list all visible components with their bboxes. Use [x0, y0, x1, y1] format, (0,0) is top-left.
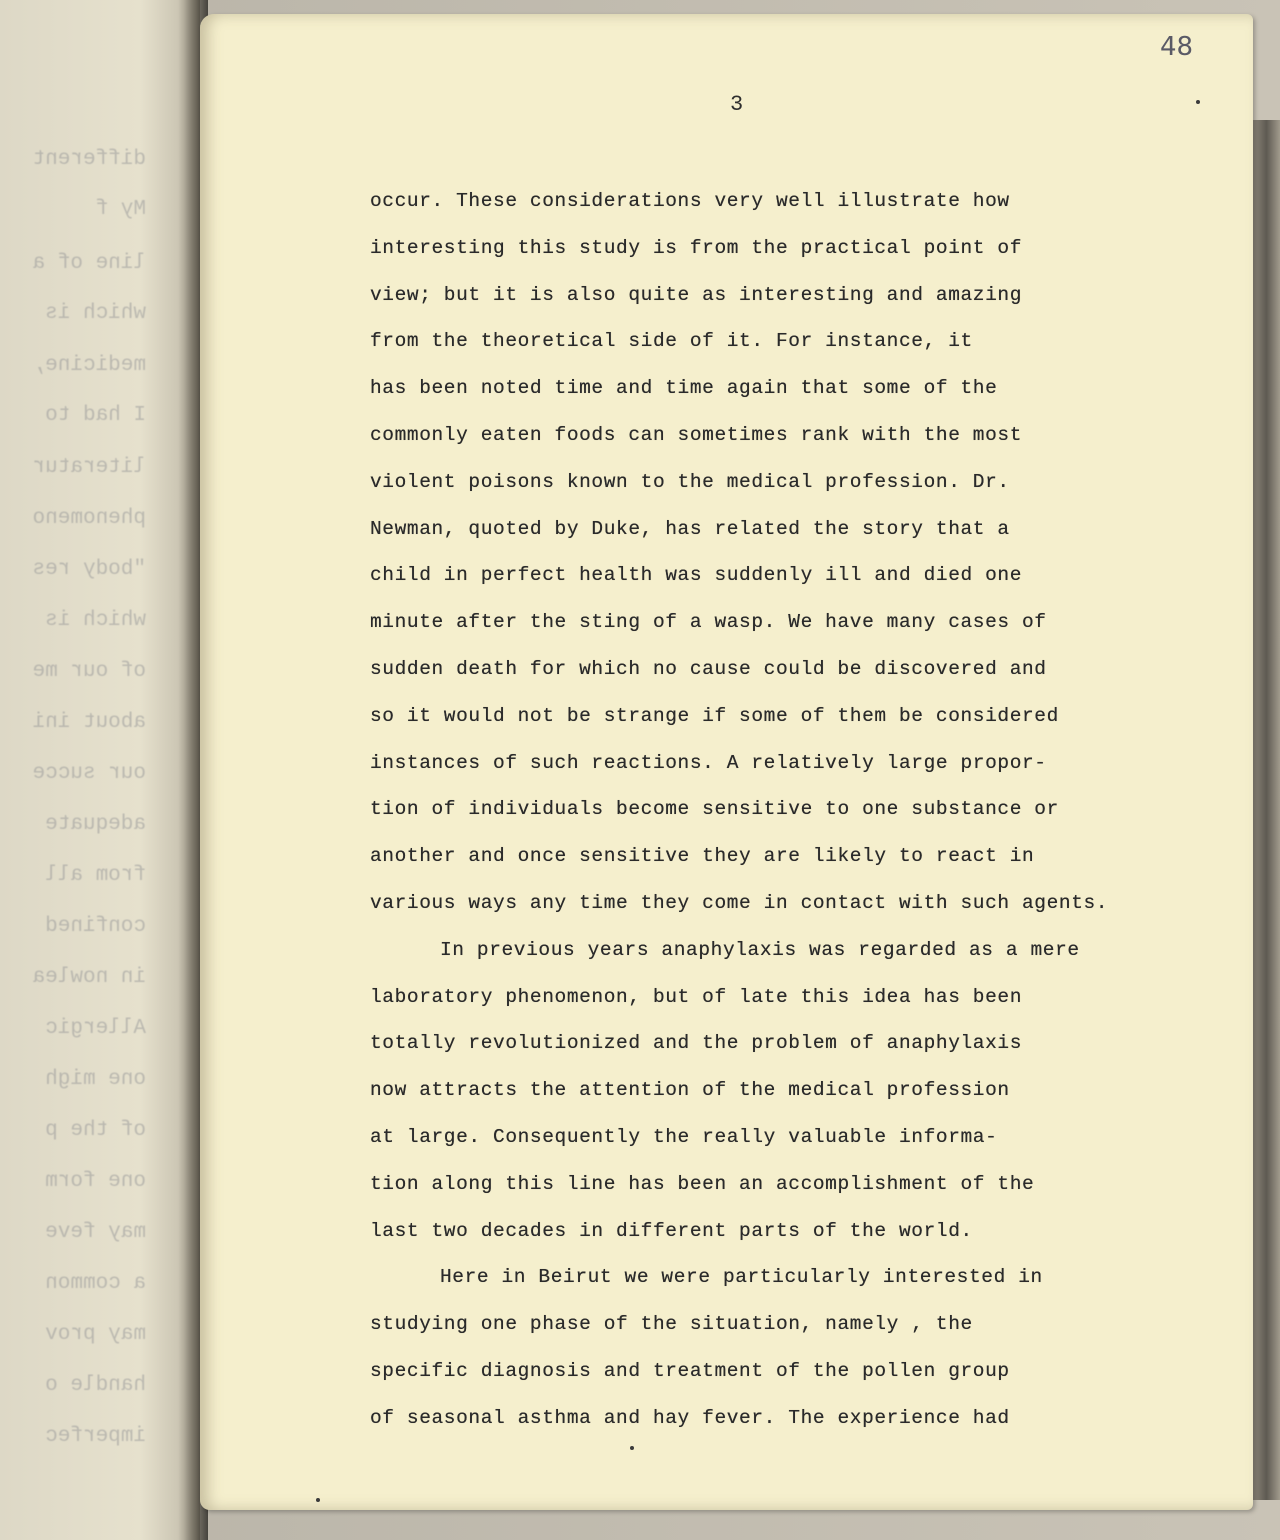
bleed-text: handle o [45, 1374, 146, 1397]
bleed-text: one migh [45, 1068, 146, 1091]
text-line: occur. These considerations very well illustrate how [370, 190, 1010, 212]
text-line: tion of individuals become sensitive to one substance or [370, 798, 1059, 821]
text-line: another and once sensitive they are likely to react in [370, 845, 1035, 868]
bleed-text: of our me [32, 660, 146, 683]
bleed-text: which is [45, 609, 146, 632]
paper-speck [1196, 100, 1200, 104]
text-line: view; but it is also quite as interesting and amazing [370, 283, 1023, 306]
text-line: child in perfect health was suddenly ill and died one [370, 564, 1023, 587]
facing-page [0, 0, 200, 1540]
text-line: interesting this study is from the practical point of [370, 236, 1023, 259]
bleed-text: I had to [45, 404, 146, 427]
bleed-text: adequate [45, 813, 146, 836]
text-line: so it would not be strange if some of them be considered [370, 704, 1059, 727]
bleed-text: may feve [45, 1221, 146, 1244]
bleed-text: may prov [45, 1323, 146, 1346]
bleed-text: which is [45, 302, 146, 325]
text-line: from the theoretical side of it. For instance, it [370, 330, 973, 353]
bleed-text: confined [45, 915, 146, 938]
bleed-text: Allergic [45, 1017, 146, 1040]
text-line: sudden death for which no cause could be discovered and [370, 657, 1047, 680]
bleed-text: a common [45, 1272, 146, 1295]
bleed-text: in nowlea [32, 966, 146, 989]
text-line: at large. Consequently the really valuable informa- [370, 1125, 998, 1148]
text-line: Newman, quoted by Duke, has related the story that a [370, 517, 1010, 540]
bleed-text: phenomeno [32, 507, 146, 530]
text-line: violent poisons known to the medical profession. Dr. [370, 470, 1010, 493]
bleed-text: one form [45, 1170, 146, 1193]
text-line: last two decades in different parts of the world. [370, 1219, 973, 1242]
text-line: specific diagnosis and treatment of the pollen group [370, 1359, 1010, 1382]
bleed-text: our succe [32, 762, 146, 785]
binding-edge [1253, 120, 1280, 1500]
text-line: totally revolutionized and the problem of anaphylaxis [370, 1032, 1023, 1055]
page-number: 3 [730, 92, 744, 117]
text-line: Here in Beirut we were particularly interested in [440, 1266, 1043, 1289]
bleed-text: from all [45, 864, 146, 887]
bleed-text: different [32, 148, 146, 171]
typed-text-body [370, 178, 1210, 1442]
bleed-text: My f [95, 198, 146, 221]
bleed-text: about ini [32, 711, 146, 734]
text-line: now attracts the attention of the medical profession [370, 1079, 1010, 1102]
paper-speck [630, 1446, 634, 1450]
text-line: minute after the sting of a wasp. We have many cases of [370, 611, 1047, 634]
bleed-text: imperfec [45, 1425, 146, 1448]
bleed-text: "body res [32, 558, 146, 581]
bleed-text: line of a [32, 252, 146, 275]
bleed-text: literatur [32, 456, 146, 479]
bleed-text: medicine, [32, 354, 146, 377]
folio-number: 48 [1160, 32, 1194, 62]
text-line: commonly eaten foods can sometimes rank with the most [370, 423, 1023, 446]
text-line: instances of such reactions. A relatively large propor- [370, 751, 1047, 774]
text-line: In previous years anaphylaxis was regarded as a mere [440, 938, 1080, 961]
text-line: has been noted time and time again that some of the [370, 377, 998, 400]
bleed-text: of the p [45, 1119, 146, 1142]
paper-speck [316, 1498, 320, 1502]
text-line: studying one phase of the situation, namely , the [370, 1313, 973, 1336]
text-line: tion along this line has been an accomplishment of the [370, 1172, 1035, 1195]
text-line: of seasonal asthma and hay fever. The experience had [370, 1406, 1010, 1429]
text-line: laboratory phenomenon, but of late this idea has been [370, 985, 1023, 1008]
text-line: various ways any time they come in contact with such agents. [370, 891, 1109, 914]
